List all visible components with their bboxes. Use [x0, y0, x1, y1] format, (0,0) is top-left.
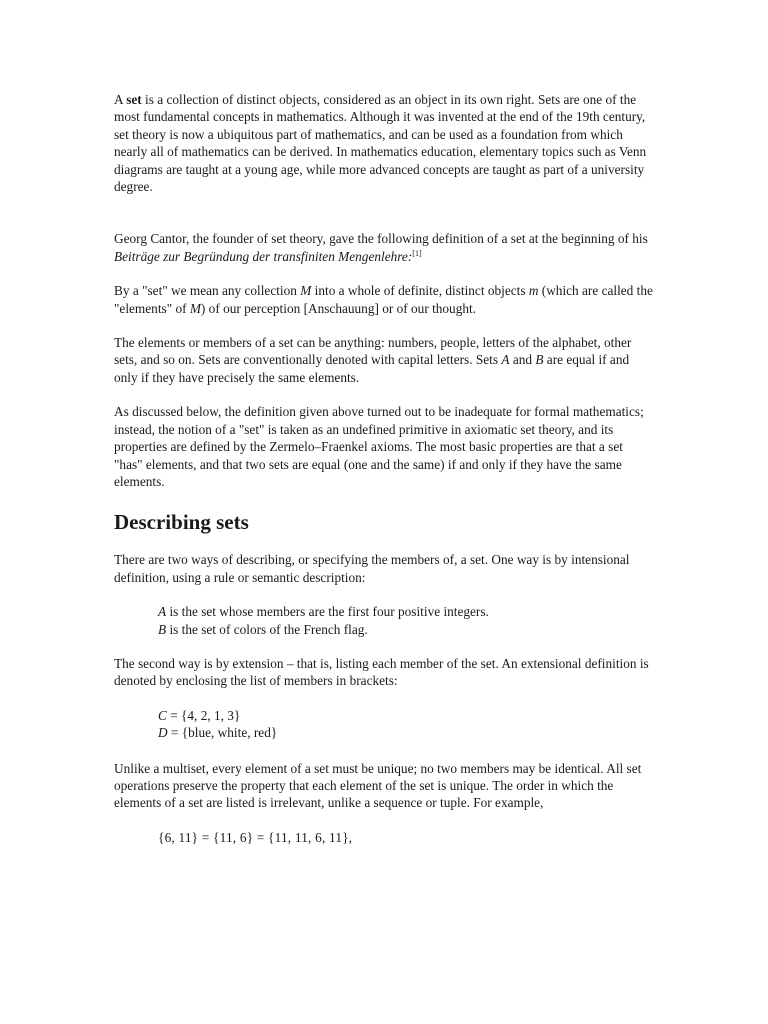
discussion-paragraph: As discussed below, the definition given above turned out to be inadequate for formal mathematics; instead, the notion of a "set" is taken as an undefined primitive in axiomatic set theory, and its properties are defined by the Zermelo–Fraenkel axioms. The most basic properties are that a set "has" elements, and that two sets are equal (one and the same) if and only if they have the same elements. — [114, 404, 644, 489]
section-heading: Describing sets — [114, 510, 249, 535]
intensional-examples — [114, 603, 654, 638]
elements-paragraph: The elements or members of a set can be anything: numbers, people, letters of the alphabet, other sets, and so on. Sets are conventionally denoted with capital letters. Sets A and B are equal if and only if they have precisely the same elements. — [114, 335, 632, 385]
definition-paragraph: By a "set" we mean any collection M into a whole of definite, distinct objects m (which are called the "elements" of M) of our perception [Anschauung] or of our thought. — [114, 283, 653, 316]
unique-paragraph: Unlike a multiset, every element of a set must be unique; no two members may be identical. All set operations preserve the property that each element of the set is unique. The order in which the elements of a set are listed is irrelevant, unlike a sequence or tuple. For example, — [114, 760, 642, 811]
intro-paragraph: A set is a collection of distinct objects, considered as an object in its own right. Sets are one of the most fundamental concepts in mathematics. Although it was invented at the end of the 19th century, set theory is now a ubiquitous part of mathematics, and can be used as a foundation from which nearly all of mathematics can be derived. In mathematics education, elementary topics such as Venn diagrams are taught at a young age, while more advanced concepts are taught as part of a university degree. — [114, 92, 647, 195]
document-page — [114, 91, 654, 846]
extensional-example: C = {4, 2, 1, 3} — [158, 707, 241, 723]
extension-paragraph: The second way is by extension – that is, listing each member of the set. An extensional definition is denoted by enclosing the list of members in brackets: — [114, 655, 649, 689]
extensional-example: D = {blue, white, red} — [158, 725, 278, 741]
reference-link[interactable]: [1] — [412, 248, 422, 258]
set-term: set — [126, 92, 142, 107]
extensional-examples — [114, 707, 654, 742]
intensional-example: A is the set whose members are the first four positive integers. — [158, 604, 489, 620]
cantor-paragraph: Georg Cantor, the founder of set theory, gave the following definition of a set at the beginning of his Beiträge zur Begründung der transfiniten Mengenlehre:[1] — [114, 231, 648, 264]
cantor-work-title: Beiträge zur Begründung der transfiniten Mengenlehre — [114, 248, 408, 264]
ways-paragraph: There are two ways of describing, or specifying the members of, a set. One way is by intensional definition, using a rule or semantic description: — [114, 552, 630, 585]
set-equality-example: {6, 11} = {11, 6} = {11, 11, 6, 11}, — [158, 829, 353, 845]
intensional-example: B is the set of colors of the French flag. — [158, 621, 368, 637]
